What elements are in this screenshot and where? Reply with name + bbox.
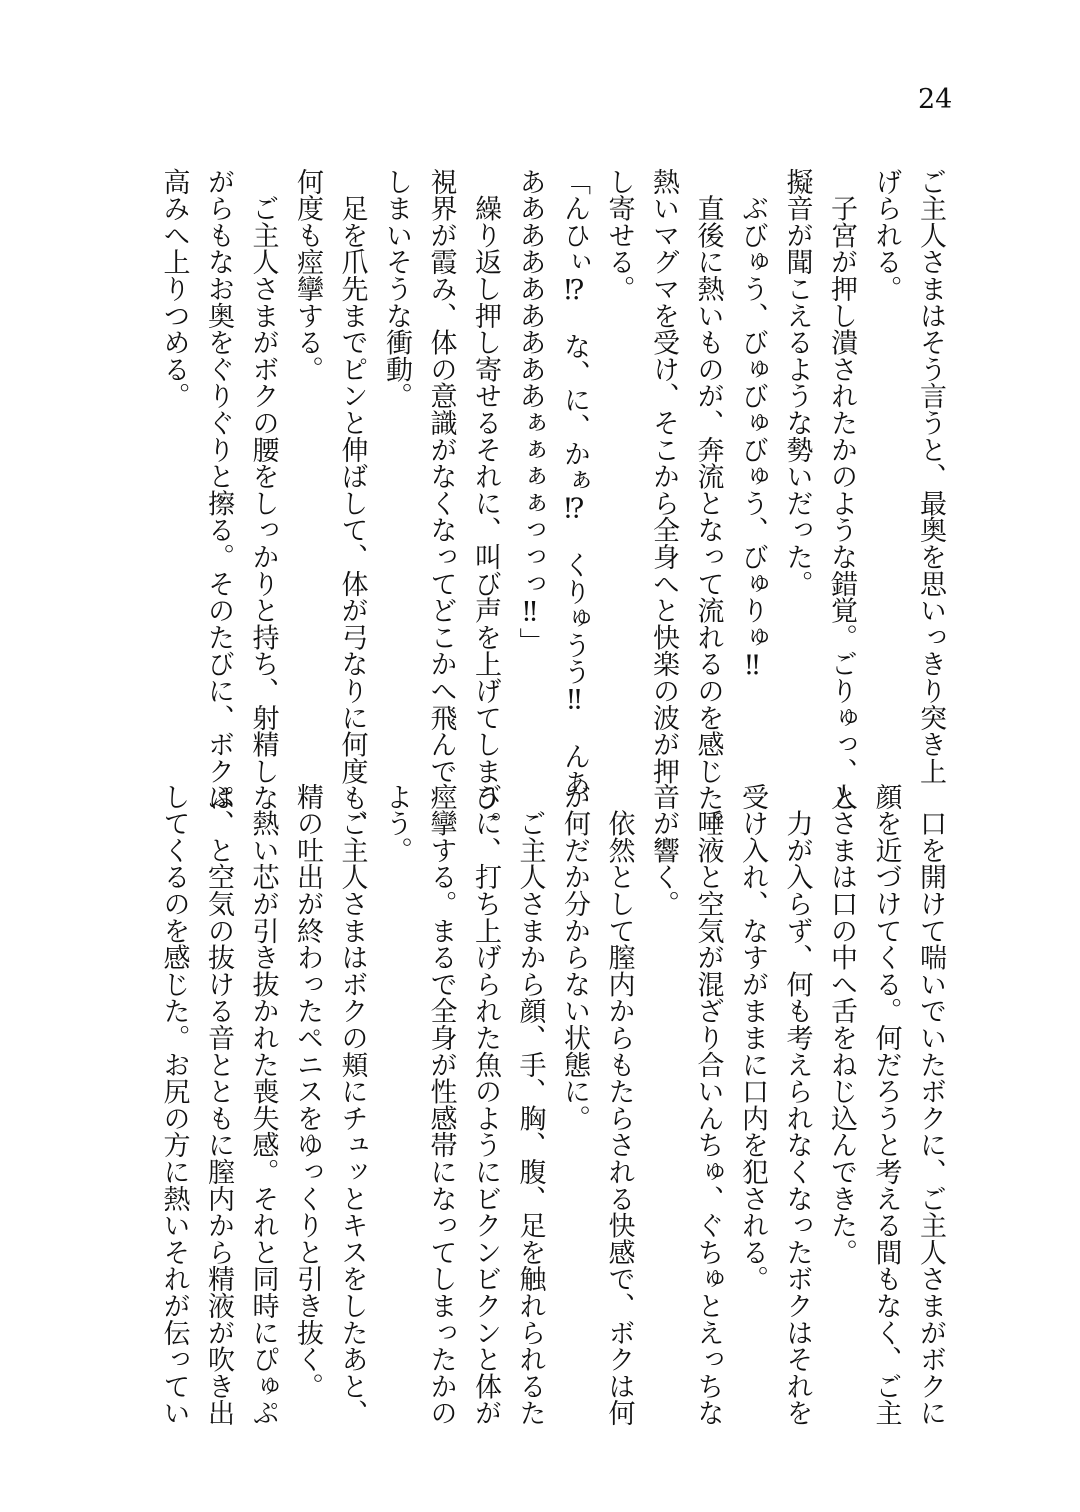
text-block-top	[151, 168, 952, 839]
text-line: がらもなお奥をぐりぐりと擦る。そのたびに、ボクは	[203, 168, 234, 812]
text-line: ぶびゅう、びゅびゅびゅう、びゅりゅ‼	[737, 168, 768, 682]
text-line: 顔を近づけてくる。何だろうと考える間もなく、ご主	[870, 783, 902, 1427]
text-line: 擬音が聞こえるような勢いだった。	[781, 168, 813, 597]
text-line: し寄せる。	[603, 168, 635, 303]
text-line: 痙攣する。まるで全身が性感帯になってしまったかの	[425, 783, 457, 1427]
text-line: 受け入れ、なすがままに口内を犯される。	[737, 783, 768, 1293]
text-line: が何だか分からない状態に。	[559, 783, 590, 1132]
text-line: 熱い芯が引き抜かれた喪失感。それと同時にぴゅぷ	[247, 783, 279, 1427]
text-line: してくるのを感じた。お尻の方に熱いそれが伝ってい	[158, 783, 190, 1427]
text-line: 足を爪先までピンと伸ばして、体が弓なりに何度も、	[336, 168, 368, 838]
text-line: 精の吐出が終わったペニスをゆっくりと引き抜く。	[292, 783, 323, 1400]
text-line: 熱いマグマを受け、そこから全身へと快楽の波が押	[648, 168, 679, 785]
text-line: 視界が霞み、体の意識がなくなってどこかへ飛んで	[425, 168, 457, 785]
text-line: ぷ、と空気の抜ける音とともに膣内から精液が吹き出	[203, 783, 234, 1427]
text-line: よう。	[381, 783, 412, 864]
text-line: 「んひぃ⁉ な、に、かぁ⁉ くりゅうう‼ んあ	[559, 168, 590, 797]
text-line: 繰り返し押し寄せるそれに、叫び声を上げてしまう。	[470, 168, 501, 838]
text-line: 高みへ上りつめる。	[158, 168, 190, 410]
text-line: ご主人さまはボクの頬にチュッとキスをしたあと、	[336, 783, 368, 1427]
text-line: 唾液と空気が混ざり合いんちゅ、ぐちゅとえっちな	[692, 783, 724, 1427]
text-line: しまいそうな衝動。	[381, 168, 412, 410]
text-line: 音が響く。	[648, 783, 679, 918]
text-line: げられる。	[870, 168, 902, 303]
text-line: 依然として膣内からもたらされる快感で、ボクは何	[603, 783, 635, 1427]
text-line: 直後に熱いものが、奔流となって流れるのを感じた。	[692, 168, 724, 839]
text-line: あああああああああぁぁぁぁっっっ‼」	[514, 168, 546, 655]
text-line: 何度も痙攣する。	[292, 168, 323, 383]
text-line: ご主人さまから顔、手、胸、腹、足を触れられるた	[514, 783, 546, 1427]
text-line: びに、打ち上げられた魚のようにビクンビクンと体が	[470, 783, 501, 1427]
text-line: 力が入らず、何も考えられなくなったボクはそれを	[781, 783, 813, 1427]
text-line: 口を開けて喘いでいたボクに、ご主人さまがボクに	[915, 783, 946, 1427]
text-line: ご主人さまはそう言うと、最奥を思いっきり突き上	[915, 168, 946, 785]
text-line: ご主人さまがボクの腰をしっかりと持ち、射精しな	[247, 168, 279, 812]
page-number: 24	[918, 84, 953, 115]
text-block-bottom	[151, 783, 952, 1427]
text-line: 人さまは口の中へ舌をねじ込んできた。	[826, 783, 857, 1266]
text-line: 子宮が押し潰されたかのような錯覚。ごりゅっ、と	[826, 168, 857, 812]
